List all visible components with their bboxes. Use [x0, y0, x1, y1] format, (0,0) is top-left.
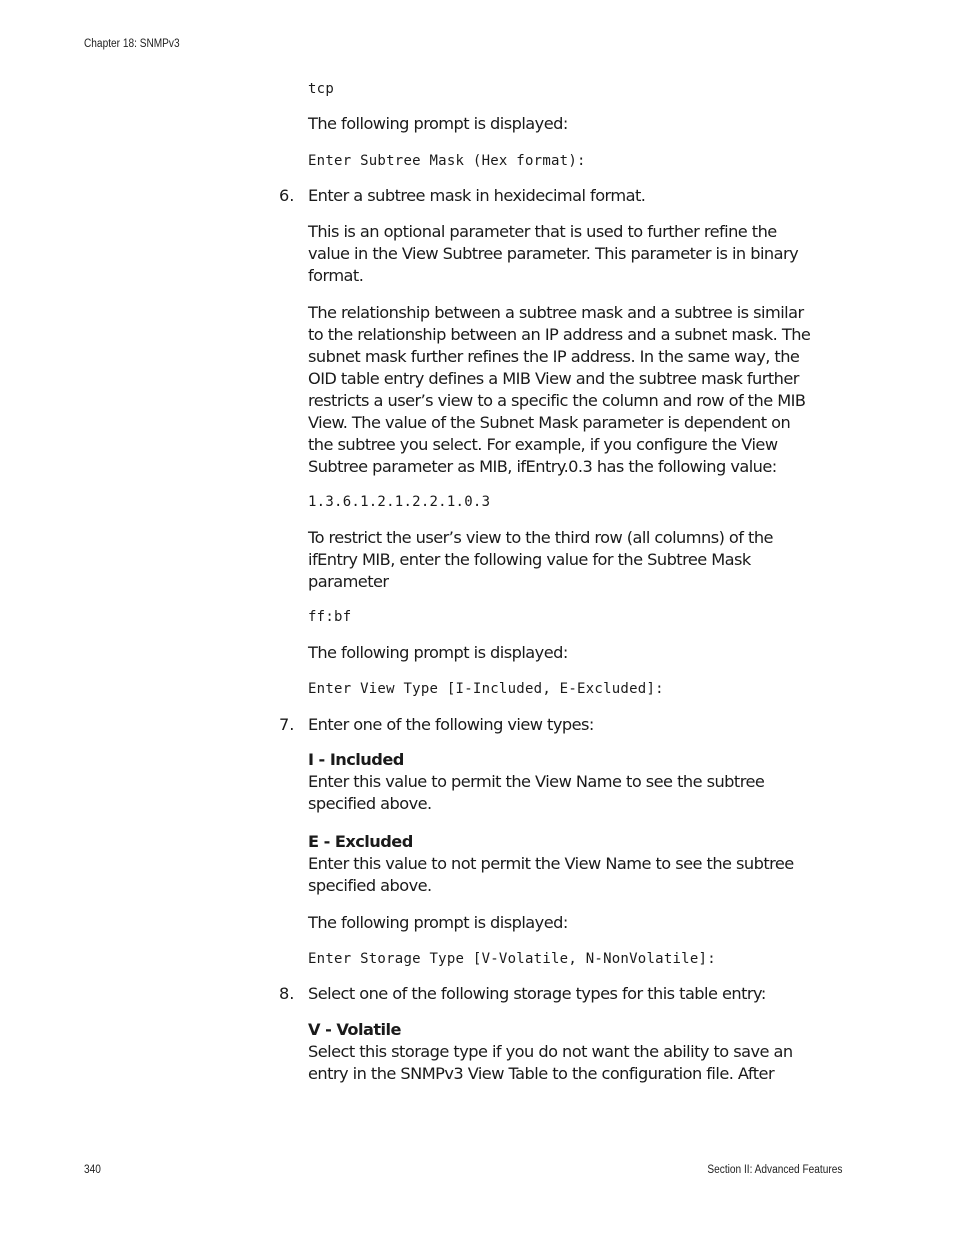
code-subtree-mask-prompt: Enter Subtree Mask (Hex format): — [308, 153, 586, 169]
code-view-type-prompt: Enter View Type [I-Included, E-Excluded]: — [308, 681, 664, 697]
running-header-chapter: Chapter 18: SNMPv3 — [84, 38, 180, 50]
code-ffbf: ff:bf — [308, 609, 352, 625]
step-6-number: 6. — [279, 186, 295, 205]
option-included-title: I - Included — [308, 750, 404, 769]
option-volatile-desc: Select this storage type if you do not want the ability to save an entry in the SNMPv3 View Table to the configuration file. After — [308, 1042, 793, 1083]
footer-page-number: 340 — [84, 1164, 101, 1176]
prompt-text-1: The following prompt is displayed: — [308, 114, 568, 133]
step-7-number: 7. — [279, 715, 295, 734]
paragraph-subtree-relationship: The relationship between a subtree mask and a subtree is similar to the relationship between an IP address and a subnet mask. The subnet mask further refines the IP address. In the same way, the OID table entry defines a MIB View and the subtree mask further restricts a user’s view to a specific the column and row of the MIB View. The value of the Subnet Mask parameter is dependent on the subtree you select. For example, if you configure the View Subtree parameter as MIB, ifEntry.0.3 has the following value: — [308, 303, 811, 476]
option-volatile-title: V - Volatile — [308, 1020, 401, 1039]
paragraph-restrict-view: To restrict the user’s view to the third row (all columns) of the ifEntry MIB, enter the following value for the Subtree Mask parameter — [308, 528, 773, 591]
prompt-text-2: The following prompt is displayed: — [308, 643, 568, 662]
step-8-text: Select one of the following storage types for this table entry: — [308, 984, 766, 1003]
paragraph-optional-parameter: This is an optional parameter that is used to further refine the value in the View Subtree parameter. This parameter is in binary format. — [308, 222, 799, 285]
footer-section-title: Section II: Advanced Features — [706, 1164, 842, 1176]
step-8-number: 8. — [279, 984, 295, 1003]
option-excluded-title: E - Excluded — [308, 832, 413, 851]
step-7-text: Enter one of the following view types: — [308, 715, 594, 734]
prompt-text-3: The following prompt is displayed: — [308, 913, 568, 932]
code-storage-type-prompt: Enter Storage Type [V-Volatile, N-NonVolatile]: — [308, 951, 716, 967]
code-oid-value: 1.3.6.1.2.1.2.2.1.0.3 — [308, 494, 491, 510]
option-included-desc: Enter this value to permit the View Name to see the subtree specified above. — [308, 772, 765, 813]
step-6-text: Enter a subtree mask in hexidecimal format. — [308, 186, 646, 205]
code-tcp: tcp — [308, 81, 335, 97]
option-excluded-desc: Enter this value to not permit the View Name to see the subtree specified above. — [308, 854, 794, 895]
